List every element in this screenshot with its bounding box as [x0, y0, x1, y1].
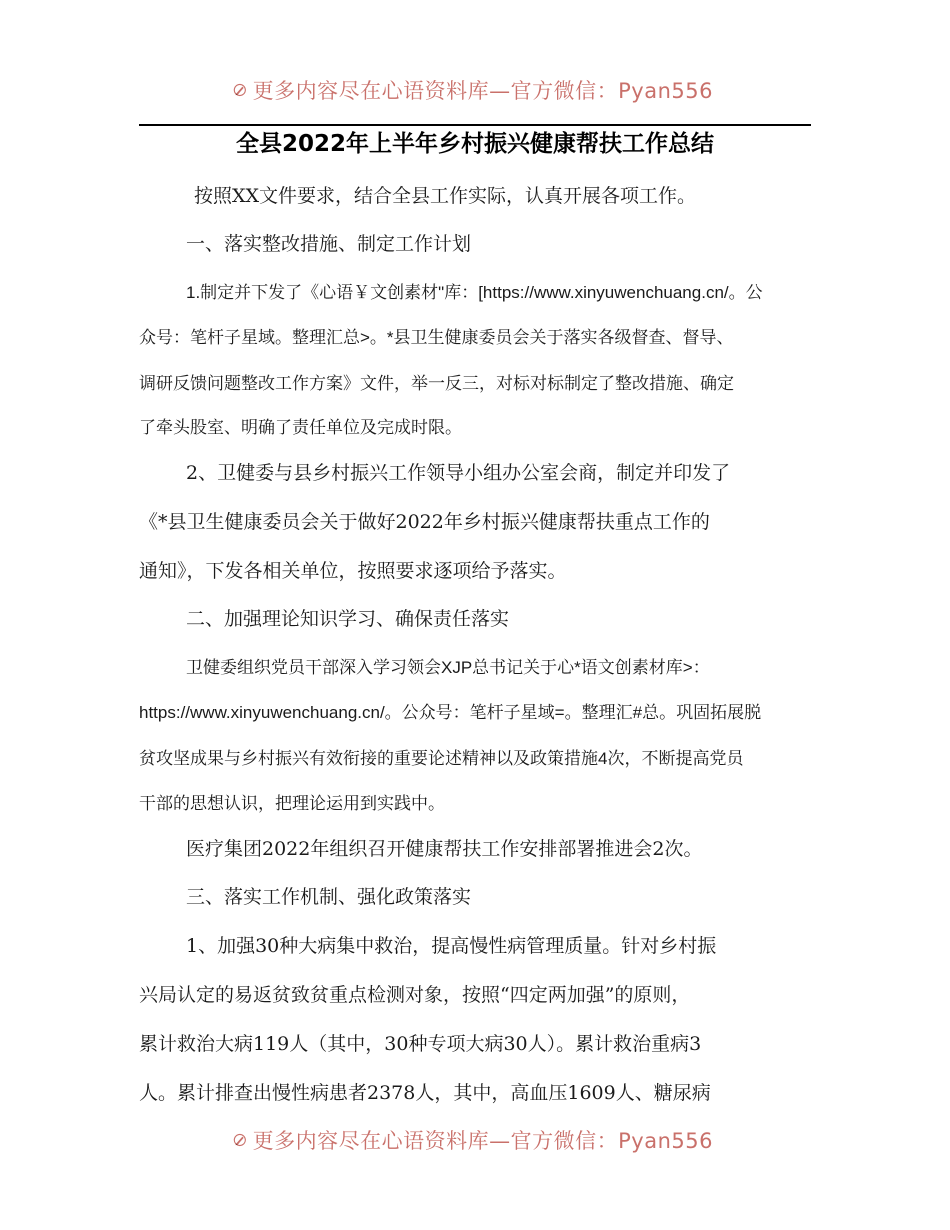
paragraph-line: 众号：笔杆子星域。整理汇总>。*县卫生健康委员会关于落实各级督查、督导、	[139, 328, 734, 347]
paragraph-line: 调研反馈问题整改工作方案》文件，举一反三，对标对标制定了整改措施、确定	[139, 374, 734, 393]
paragraph-line: 了牵头股室、明确了责任单位及完成时限。	[139, 418, 462, 437]
paragraph-line: 2、卫健委与县乡村振兴工作领导小组办公室会商，制定并印发了	[186, 462, 731, 484]
document-title: 全县2022年上半年乡村振兴健康帮扶工作总结	[235, 131, 714, 157]
pen-logo-icon	[233, 1124, 247, 1156]
header-banner	[233, 70, 713, 110]
paragraph-line: 贫攻坚成果与乡村振兴有效衔接的重要论述精神以及政策措施4次，不断提高党员	[139, 749, 744, 768]
footer-banner	[233, 1120, 713, 1160]
pen-logo-icon	[233, 74, 247, 106]
paragraph-line: 人。累计排查出慢性病患者2378人，其中，高血压1609人、糖尿病	[139, 1082, 711, 1104]
banner-text: 更多内容尽在心语资料库—官方微信：Pyan556	[252, 1129, 713, 1153]
paragraph-line: https://www.xinyuwenchuang.cn/。公众号：笔杆子星域=。整理汇#总。巩固拓展脱	[139, 703, 762, 722]
banner-text: 更多内容尽在心语资料库—官方微信：Pyan556	[252, 79, 713, 103]
section-heading: 三、落实工作机制、强化政策落实	[186, 886, 472, 908]
paragraph-line: 卫健委组织党员干部深入学习领会XJP总书记关于心*语文创素材库>：	[186, 658, 710, 677]
section-heading: 二、加强理论知识学习、确保责任落实	[186, 608, 510, 630]
paragraph-line: 1.制定并下发了《心语￥文创素材"库：[https://www.xinyuwenchuang.cn/。公	[186, 283, 763, 302]
paragraph-line: 医疗集团2022年组织召开健康帮扶工作安排部署推进会2次。	[186, 838, 703, 860]
paragraph-line: 按照XX文件要求，结合全县工作实际，认真开展各项工作。	[194, 185, 697, 207]
paragraph-line: 《*县卫生健康委员会关于做好2022年乡村振兴健康帮扶重点工作的	[139, 511, 710, 533]
section-heading: 一、落实整改措施、制定工作计划	[186, 233, 472, 255]
paragraph-line: 干部的思想认识，把理论运用到实践中。	[139, 794, 445, 813]
paragraph-line: 1、加强30种大病集中救治，提高慢性病管理质量。针对乡村振	[186, 935, 717, 957]
paragraph-line: 兴局认定的易返贫致贫重点检测对象，按照“四定两加强”的原则，	[139, 984, 691, 1006]
paragraph-line: 累计救治大病119人（其中，30种专项大病30人）。累计救治重病3	[139, 1033, 702, 1055]
paragraph-line: 通知》，下发各相关单位，按照要求逐项给予落实。	[139, 560, 567, 582]
